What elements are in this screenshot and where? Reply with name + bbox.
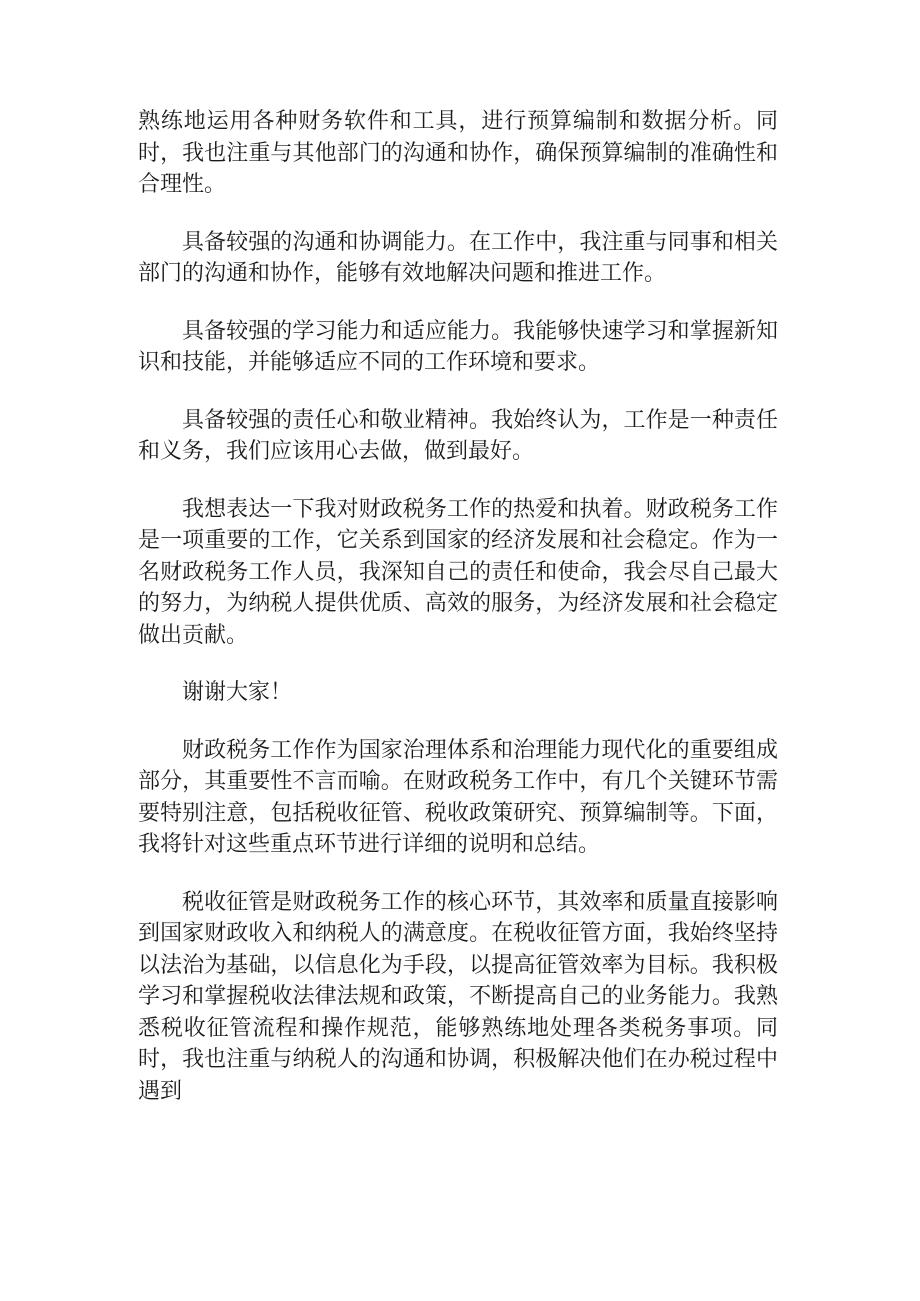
paragraph-communication-ability: 具备较强的沟通和协调能力。在工作中，我注重与同事和相关部门的沟通和协作，能够有效地解决问题和推进工作。 <box>138 229 778 286</box>
paragraph-continuation: 熟练地运用各种财务软件和工具，进行预算编制和数据分析。同时，我也注重与其他部门的沟通和协作，确保预算编制的准确性和合理性。 <box>138 109 778 197</box>
paragraph-learning-ability: 具备较强的学习能力和适应能力。我能够快速学习和掌握新知识和技能，并能够适应不同的工作环境和要求。 <box>138 318 778 375</box>
document-body <box>138 106 778 1133</box>
paragraph-tax-collection: 税收征管是财政税务工作的核心环节，其效率和质量直接影响到国家财政收入和纳税人的满意度。在税收征管方面，我始终坚持以法治为基础，以信息化为手段，以提高征管效率为目标。我积极学习和掌握税收法律法规和政策，不断提高自己的业务能力。我熟悉税收征管流程和操作规范，能够熟练地处理各类税务事项。同时，我也注重与纳税人的沟通和协调，积极解决他们在办税过程中遇到 <box>138 889 778 1104</box>
paragraph-passion: 我想表达一下我对财政税务工作的热爱和执着。财政税务工作是一项重要的工作，它关系到国家的经济发展和社会稳定。作为一名财政税务工作人员，我深知自己的责任和使命，我会尽自己最大的努力，为纳税人提供优质、高效的服务，为经济发展和社会稳定做出贡献。 <box>138 496 778 648</box>
paragraph-responsibility: 具备较强的责任心和敬业精神。我始终认为，工作是一种责任和义务，我们应该用心去做，做到最好。 <box>138 407 778 464</box>
paragraph-thanks: 谢谢大家！ <box>182 680 293 705</box>
paragraph-intro-key-links: 财政税务工作作为国家治理体系和治理能力现代化的重要组成部分，其重要性不言而喻。在财政税务工作中，有几个关键环节需要特别注意，包括税收征管、税收政策研究、预算编制等。下面，我将针对这些重点环节进行详细的说明和总结。 <box>138 737 778 857</box>
